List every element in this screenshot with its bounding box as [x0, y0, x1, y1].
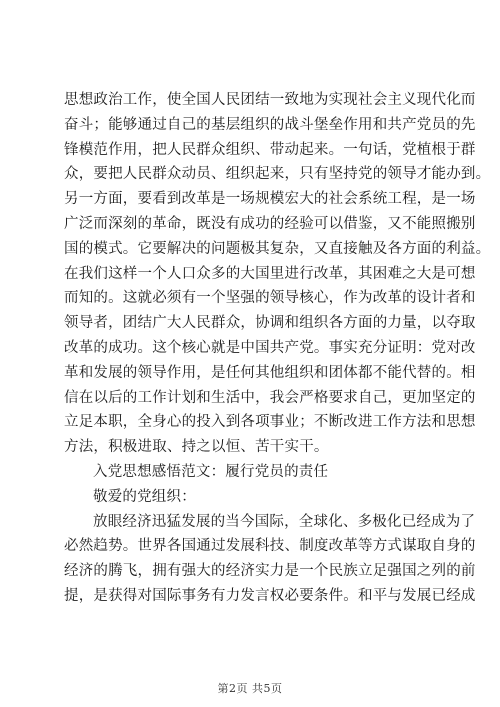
text-line: 奋斗；能够通过自己的基层组织的战斗堡垒作用和共产党员的先	[64, 116, 476, 133]
text-line: 改革的成功。这个核心就是中国共产党。事实充分证明：党对改	[64, 339, 476, 356]
text-line: 国的模式。它要解决的问题极其复杂，又直接触及各方面的利益。	[64, 240, 491, 257]
text-line: 另一方面，要看到改革是一场规模宏大的社会系统工程，是一场	[64, 191, 476, 208]
text-line: 信在以后的工作计划和生活中，我会严格要求自己，更加坚定的	[64, 389, 476, 406]
text-line: 放眼经济迅猛发展的当今国际，全球化、多极化已经成为了	[93, 513, 476, 530]
text-line: 广泛而深刻的革命，既没有成功的经验可以借鉴，又不能照搬别	[64, 215, 476, 232]
text-line: 革和发展的领导作用，是任何其他组织和团体都不能代替的。相	[64, 364, 476, 381]
text-line: 众，要把人民群众动员、组织起来，只有坚持党的领导才能办到。	[64, 166, 491, 183]
document-body	[64, 88, 491, 609]
text-line: 经济的腾飞，拥有强大的经济实力是一个民族立足强国之列的前	[64, 563, 476, 580]
text-line: 思想政治工作，使全国人民团结一致地为实现社会主义现代化而	[64, 92, 476, 108]
text-line: 敬爱的党组织：	[93, 488, 196, 505]
text-line: 提，是获得对国际事务有力发言权必要条件。和平与发展已经成	[64, 587, 476, 604]
text-line: 锋模范作用，把人民群众组织、带动起来。一句话，党植根于群	[64, 141, 476, 158]
text-line: 领导者，团结广大人民群众，协调和组织各方面的力量，以夺取	[64, 315, 476, 332]
text-line: 立足本职，全身心的投入到各项事业；不断改进工作方法和思想	[64, 414, 476, 431]
text-line: 在我们这样一个人口众多的大国里进行改革，其困难之大是可想	[64, 265, 476, 282]
text-line: 而知的。这就必须有一个坚强的领导核心，作为改革的设计者和	[64, 290, 476, 307]
text-line: 必然趋势。世界各国通过发展科技、制度改革等方式谋取自身的	[64, 538, 476, 555]
page-footer: 第2页 共5页	[217, 682, 283, 695]
text-line: 入党思想感悟范文：履行党员的责任	[93, 463, 329, 480]
text-line: 方法，积极进取、持之以恒、苦干实干。	[64, 439, 329, 456]
